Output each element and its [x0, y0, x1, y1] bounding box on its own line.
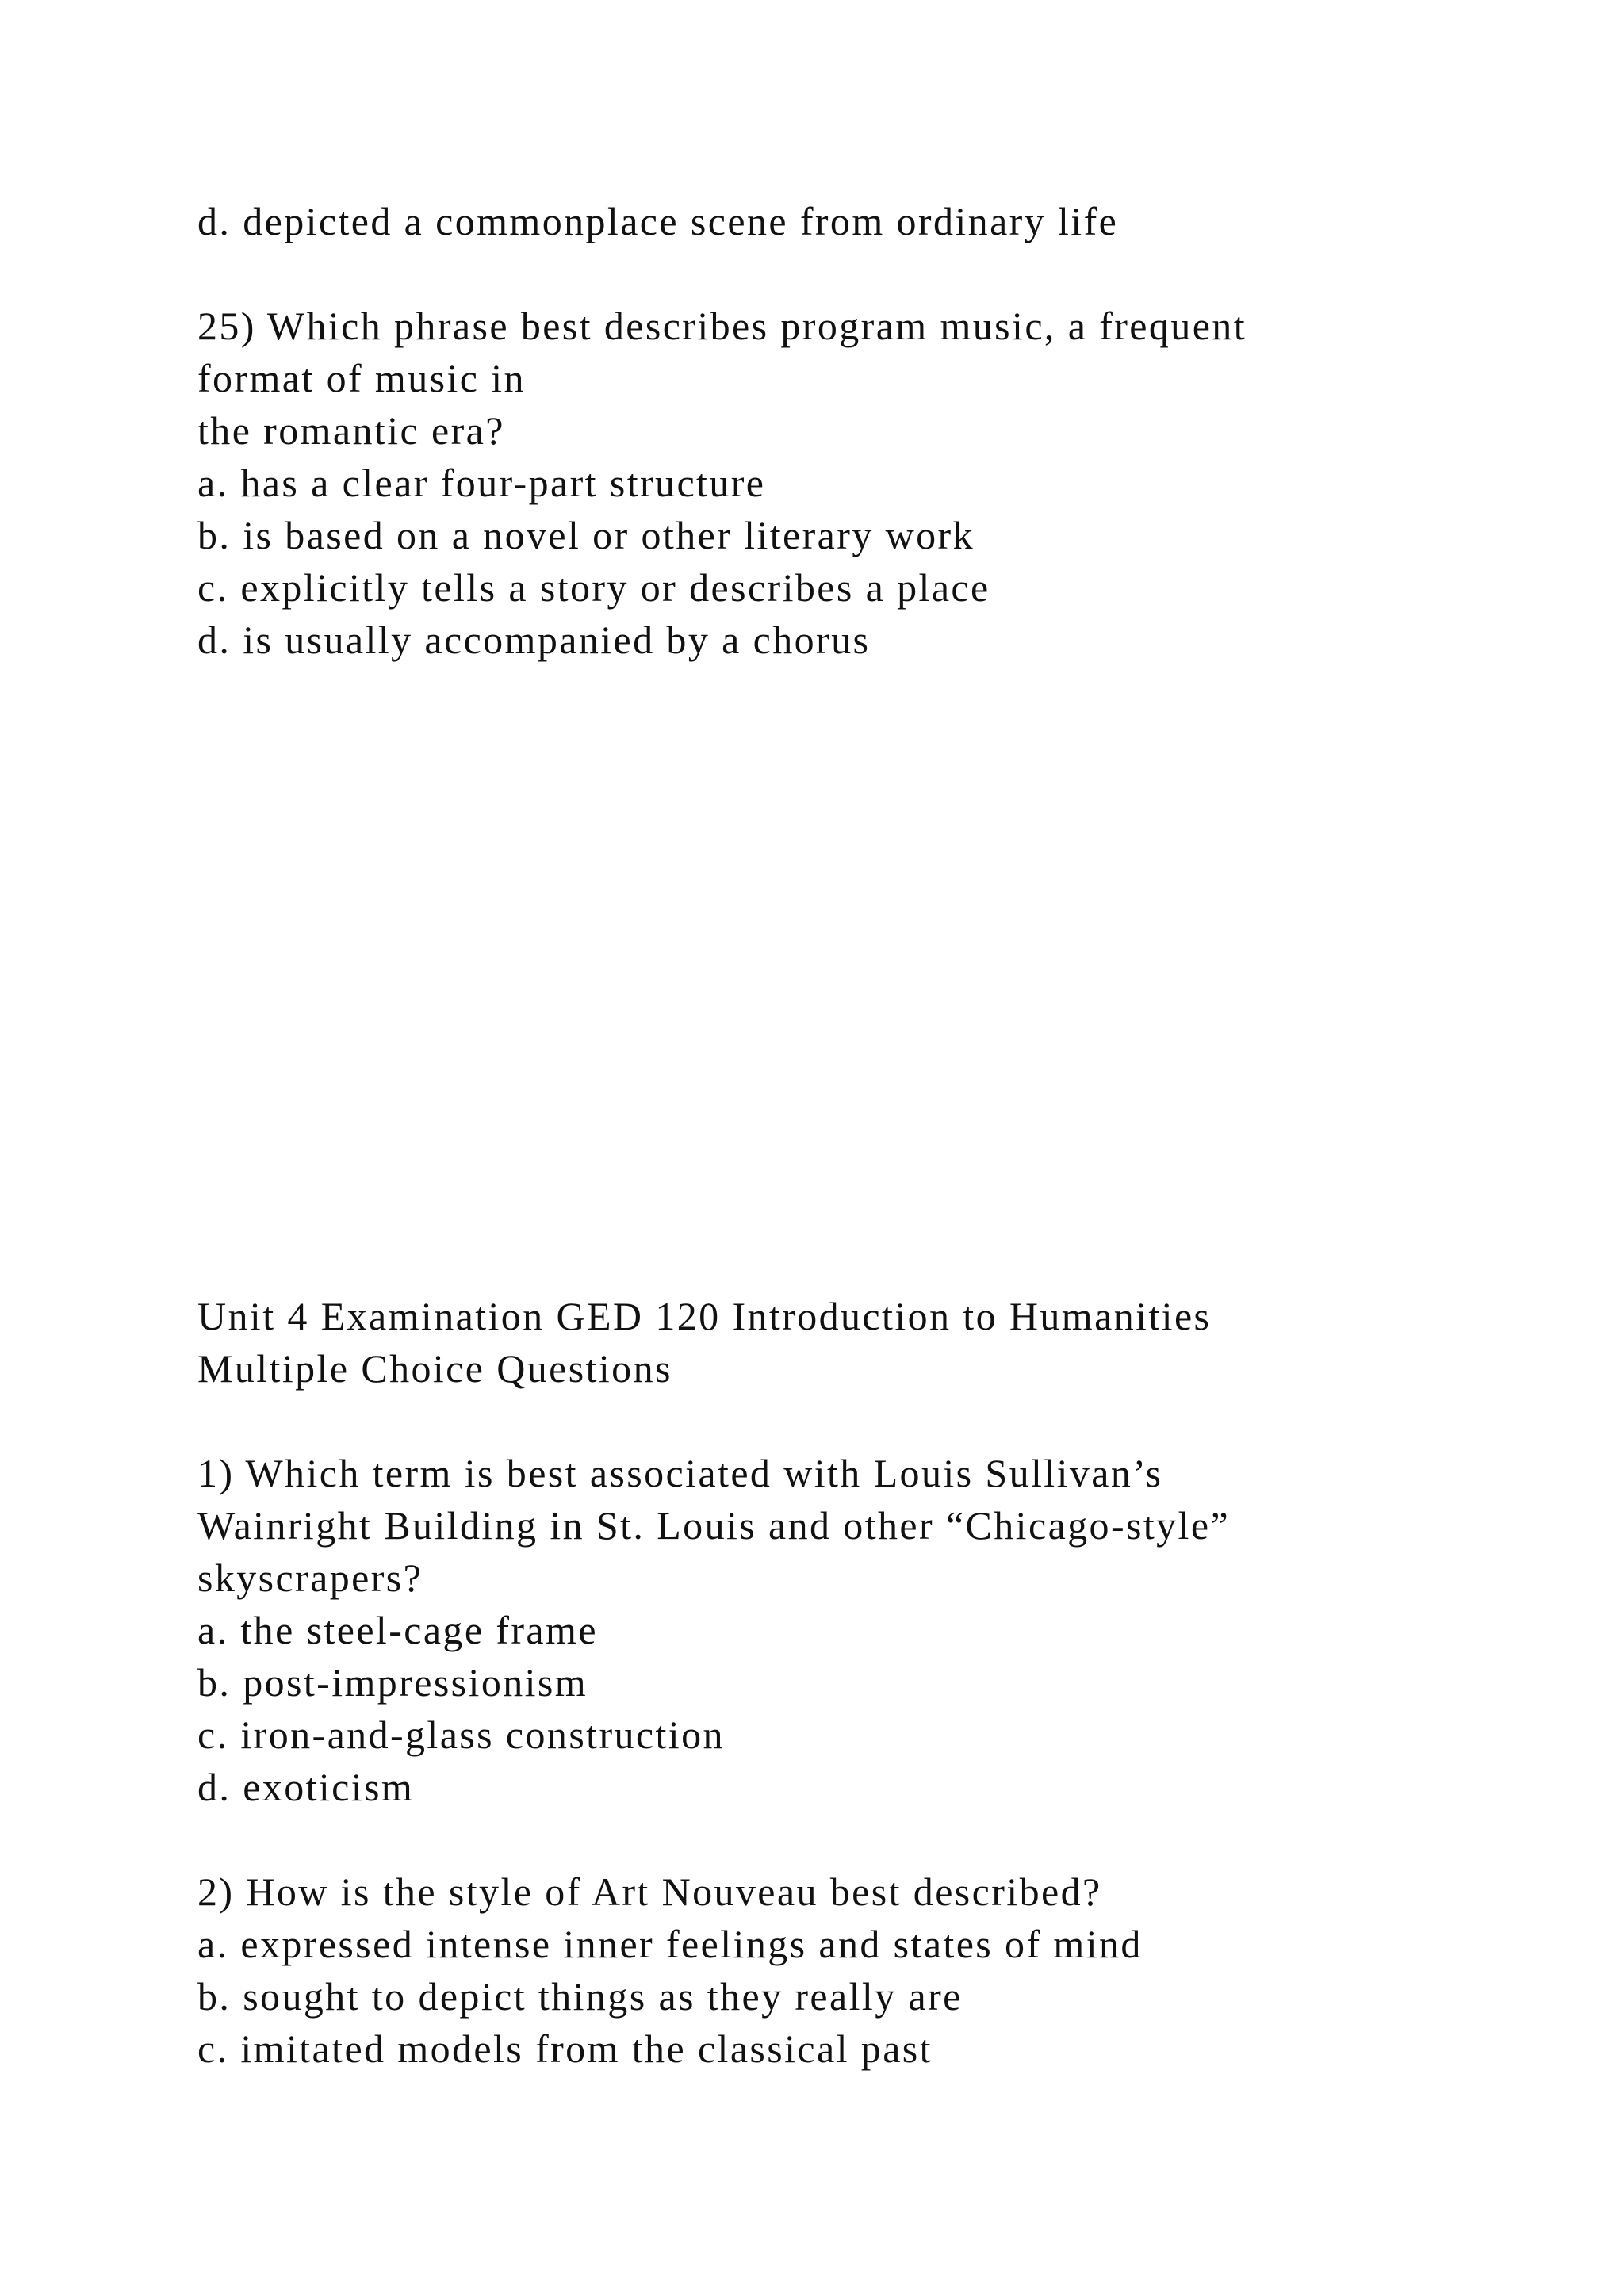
question-text: 1) Which term is best associated with Louis Sullivan’s — [197, 1451, 1163, 1495]
text-block-question-25 — [197, 195, 1593, 666]
answer-option-text: a. has a clear four-part structure — [197, 461, 766, 505]
question-text: the romantic era? — [197, 408, 505, 453]
question-text: 25) Which phrase best describes program music, a frequent — [197, 304, 1247, 348]
answer-option-text: b. is based on a novel or other literary work — [197, 513, 975, 557]
paragraph-gap — [197, 1395, 1593, 1447]
paragraph-gap — [197, 1813, 1593, 1866]
answer-option-text: b. sought to depict things as they really are — [197, 1974, 963, 2019]
paragraph-gap — [197, 247, 1593, 300]
answer-option-text: c. iron-and-glass construction — [197, 1712, 725, 1757]
question-text: skyscrapers? — [197, 1556, 423, 1600]
exam-subtitle: Multiple Choice Questions — [197, 1346, 672, 1391]
answer-option-text: c. explicitly tells a story or describes a place — [197, 565, 990, 610]
answer-option-text: c. imitated models from the classical past — [197, 2026, 933, 2071]
text-block-unit-4-exam — [197, 1290, 1593, 2075]
question-text: Wainright Building in St. Louis and other “Chicago-style” — [197, 1503, 1231, 1548]
answer-option-text: d. is usually accompanied by a chorus — [197, 618, 871, 662]
answer-option-text: a. expressed intense inner feelings and states of mind — [197, 1922, 1143, 1966]
exam-title: Unit 4 Examination GED 120 Introduction to Humanities — [197, 1294, 1212, 1338]
answer-option-text: b. post-impressionism — [197, 1660, 588, 1705]
question-text: 2) How is the style of Art Nouveau best described? — [197, 1869, 1102, 1914]
answer-option-text: d. depicted a commonplace scene from ordinary life — [197, 199, 1119, 243]
question-text: format of music in — [197, 356, 526, 400]
answer-option-text: d. exoticism — [197, 1765, 415, 1809]
answer-option-text: a. the steel-cage frame — [197, 1608, 598, 1652]
